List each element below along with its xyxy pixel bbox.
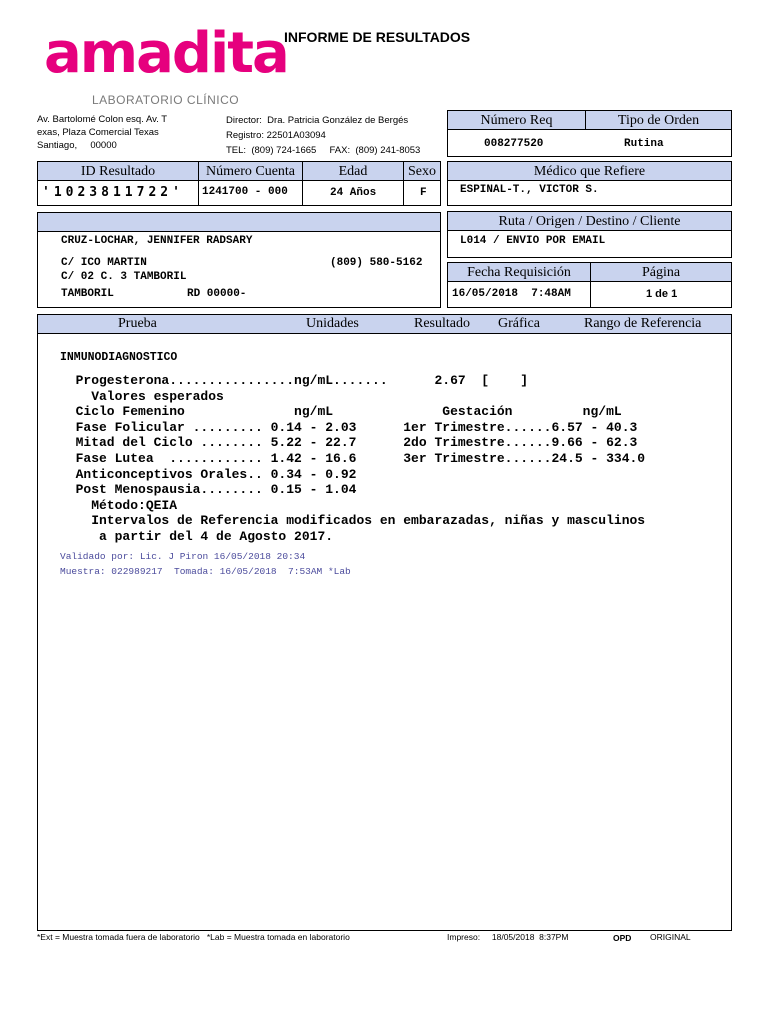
column-prueba: Prueba: [118, 316, 157, 331]
director-line: Director: Dra. Patricia González de Bergés: [226, 115, 409, 126]
numero-req-value: 008277520: [484, 138, 544, 150]
column-unidades: Unidades: [306, 316, 359, 331]
result-line: Post Menospausia........ 0.15 - 1.04: [60, 482, 357, 498]
result-line: Anticonceptivos Orales.. 0.34 - 0.92: [60, 466, 357, 482]
column-resultado: Resultado: [414, 316, 470, 331]
muestra-line: Muestra: 022989217 Tomada: 16/05/2018 7:53AM *Lab: [60, 566, 351, 577]
pagina-value: 1 de 1: [646, 288, 678, 300]
footer-note: *Ext = Muestra tomada fuera de laboratorio *Lab = Muestra tomada en laboratorio: [37, 932, 350, 942]
address-line: Santiago, 00000: [37, 140, 117, 151]
section-title: INMUNODIAGNOSTICO: [60, 351, 178, 364]
numero-cuenta-header: Número Cuenta: [198, 161, 303, 181]
result-line: Valores esperados: [60, 388, 224, 404]
ruta-header: Ruta / Origen / Destino / Cliente: [447, 211, 732, 231]
numero-cuenta-value: 1241700 - 000: [202, 186, 288, 198]
patient-address-2: C/ 02 C. 3 TAMBORIL: [61, 271, 187, 283]
footer-opd: OPD: [613, 933, 632, 943]
numero-req-header: Número Req: [447, 110, 586, 130]
column-rango: Rango de Referencia: [584, 316, 702, 331]
result-line: a partir del 4 de Agosto 2017.: [60, 528, 334, 544]
result-line: Intervalos de Referencia modificados en embarazadas, niñas y masculinos: [60, 513, 646, 529]
fecha-value: 16/05/2018 7:48AM: [452, 288, 571, 300]
footer-impreso: Impreso: 18/05/2018 8:37PM: [447, 932, 569, 942]
edad-value: 24 Años: [330, 187, 377, 199]
id-resultado-header: ID Resultado: [37, 161, 199, 181]
footer-original: ORIGINAL: [650, 932, 691, 942]
column-grafica: Gráfica: [498, 316, 540, 331]
pagina-header: Página: [590, 262, 732, 282]
patient-name: CRUZ-LOCHAR, JENNIFER RADSARY: [61, 235, 253, 247]
address-line: exas, Plaza Comercial Texas: [37, 127, 159, 138]
id-resultado-barcode: '1023811722': [42, 185, 184, 200]
tipo-orden-header: Tipo de Orden: [585, 110, 732, 130]
result-line: Progesterona................ng/mL....... 2.67 [ ]: [60, 373, 529, 388]
patient-header-bar: [37, 212, 441, 232]
logo-wordmark: amadita: [44, 21, 288, 86]
company-logo: [44, 21, 288, 112]
edad-header: Edad: [302, 161, 404, 181]
fecha-header: Fecha Requisición: [447, 262, 591, 282]
result-line: Ciclo Femenino ng/mL Gestación ng/mL: [60, 404, 622, 420]
results-lines: [60, 373, 645, 545]
medico-value: ESPINAL-T., VICTOR S.: [460, 184, 599, 196]
report-title: INFORME DE RESULTADOS: [284, 29, 471, 45]
sexo-header: Sexo: [403, 161, 441, 181]
tipo-orden-value: Rutina: [624, 138, 664, 150]
result-line: Fase Folicular ......... 0.14 - 2.03 1er Trimestre......6.57 - 40.3: [60, 419, 638, 435]
logo-subtitle: LABORATORIO CLÍNICO: [92, 93, 240, 107]
patient-city: TAMBORIL: [61, 288, 114, 300]
patient-zip: RD 00000-: [187, 288, 247, 300]
medico-header: Médico que Refiere: [447, 161, 732, 181]
ruta-value: L014 / ENVIO POR EMAIL: [460, 235, 606, 247]
director-line: Registro: 22501A03094: [226, 130, 326, 141]
lab-director: [226, 113, 420, 158]
lab-address: [37, 113, 167, 152]
result-line: Mitad del Ciclo ........ 5.22 - 22.7 2do Trimestre......9.66 - 62.3: [60, 435, 638, 451]
director-line: TEL: (809) 724-1665 FAX: (809) 241-8053: [226, 145, 421, 156]
validado-line: Validado por: Lic. J Piron 16/05/2018 20:34: [60, 551, 306, 562]
address-line: Av. Bartolomé Colon esq. Av. T: [37, 114, 168, 125]
result-line: Fase Lutea ............ 1.42 - 16.6 3er Trimestre......24.5 - 334.0: [60, 450, 646, 466]
patient-address-1: C/ ICO MARTIN: [61, 257, 147, 269]
result-line: Método:QEIA: [60, 497, 178, 513]
sexo-value: F: [420, 187, 427, 199]
patient-phone: (809) 580-5162: [330, 257, 423, 269]
